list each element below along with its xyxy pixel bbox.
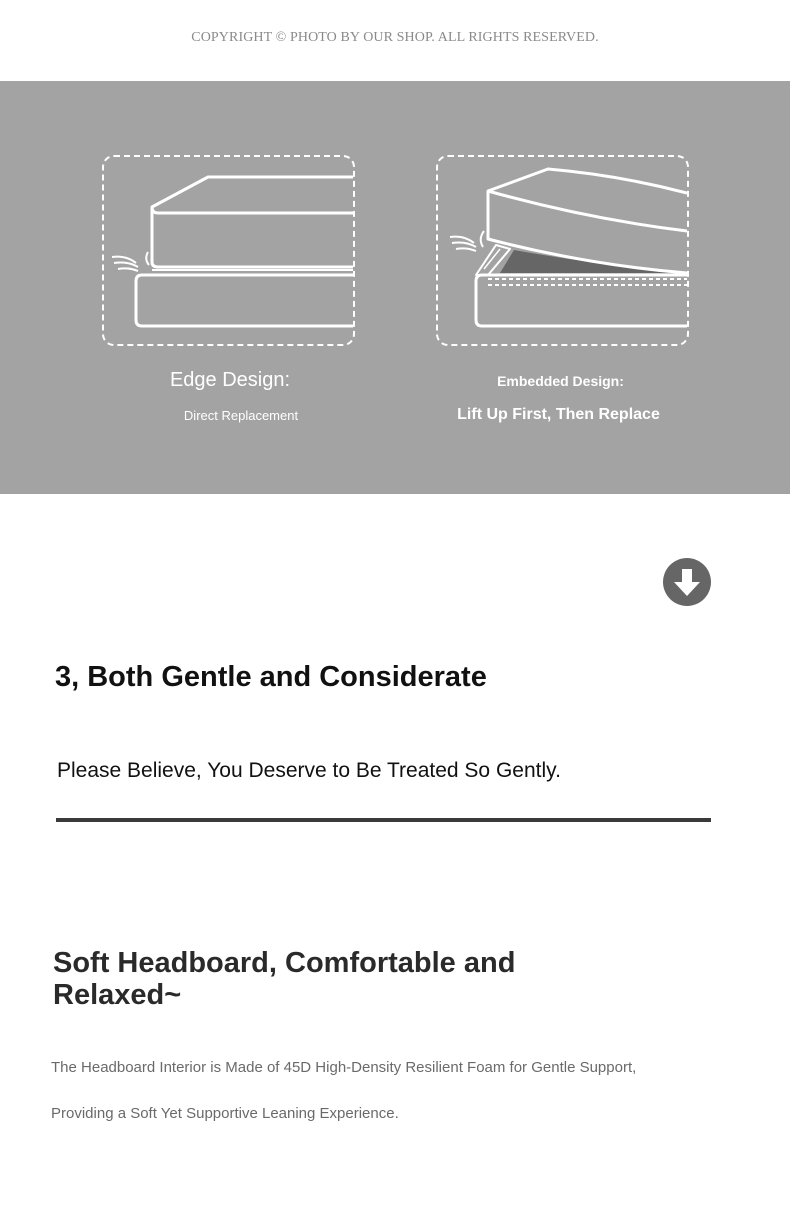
mattress-edge-illustration bbox=[104, 157, 353, 344]
embedded-design-card bbox=[436, 155, 689, 346]
edge-design-card bbox=[102, 155, 355, 346]
feature-description-line: Providing a Soft Yet Supportive Leaning Experience. bbox=[51, 1105, 399, 1122]
embedded-design-subtitle: Lift Up First, Then Replace bbox=[457, 406, 660, 423]
feature-title: Soft Headboard, Comfortable and Relaxed~ bbox=[53, 947, 516, 1011]
feature-description-line: The Headboard Interior is Made of 45D High-Density Resilient Foam for Gentle Support, bbox=[51, 1059, 637, 1076]
edge-design-subtitle: Direct Replacement bbox=[183, 408, 299, 423]
section-tagline: Please Believe, You Deserve to Be Treated So Gently. bbox=[57, 759, 561, 782]
copyright-text: COPYRIGHT © PHOTO BY OUR SHOP. ALL RIGHTS RESERVED. bbox=[191, 30, 599, 45]
embedded-design-title: Embedded Design: bbox=[497, 373, 624, 389]
design-comparison-panel bbox=[0, 81, 790, 494]
arrow-down-icon bbox=[663, 558, 711, 606]
section-divider bbox=[56, 818, 711, 822]
section-title: 3, Both Gentle and Considerate bbox=[55, 661, 487, 693]
mattress-embedded-illustration bbox=[438, 157, 687, 344]
scroll-down-button[interactable] bbox=[663, 558, 711, 606]
edge-design-title: Edge Design: bbox=[169, 369, 291, 391]
